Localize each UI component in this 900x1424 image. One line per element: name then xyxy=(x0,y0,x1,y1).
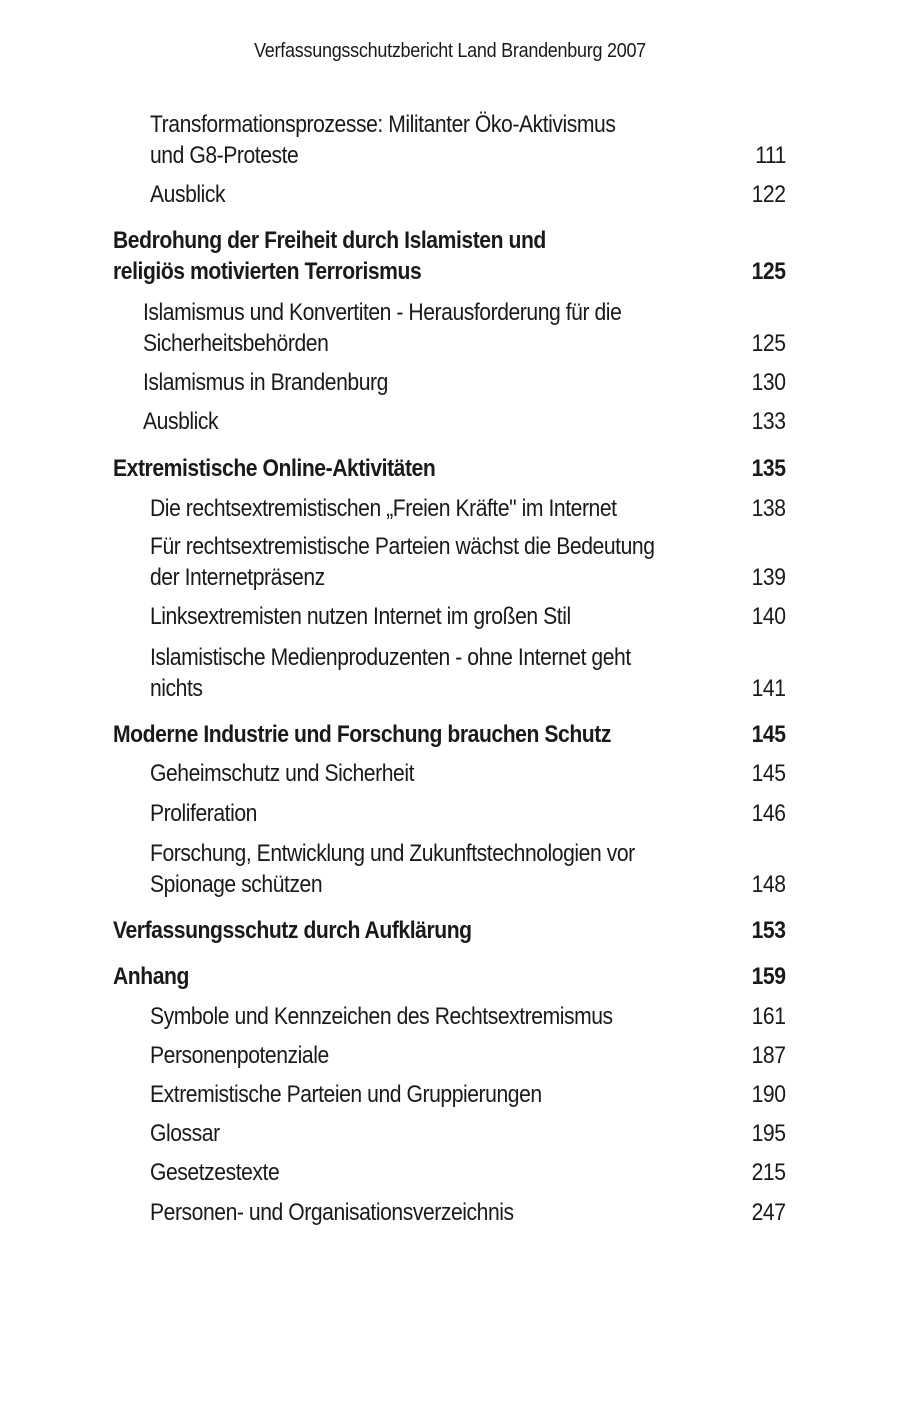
toc-page-number: 122 xyxy=(752,181,786,208)
toc-entry-title-line2: nichts xyxy=(150,675,203,702)
toc-entry-title-line1: Gesetzestexte xyxy=(150,1159,280,1186)
toc-entry-title-line1: Ausblick xyxy=(150,181,226,208)
toc-page-number: 161 xyxy=(752,1003,786,1030)
toc-page-number: 141 xyxy=(752,675,786,702)
toc-section-title-line1: Moderne Industrie und Forschung brauchen Schutz xyxy=(113,721,611,748)
toc-entry-title-line2: der Internetpräsenz xyxy=(150,564,325,591)
toc-page-number: 146 xyxy=(752,800,786,827)
toc-entry-title-line1: Proliferation xyxy=(150,800,257,827)
toc-page-number: 159 xyxy=(752,963,786,990)
toc-entry-title-line1: Die rechtsextremistischen „Freien Kräfte" im Internet xyxy=(150,495,617,522)
toc-section-title-line1: Verfassungsschutz durch Aufklärung xyxy=(113,917,472,944)
toc-page-number: 145 xyxy=(752,721,786,748)
toc-section-title-line2: religiös motivierten Terrorismus xyxy=(113,258,422,285)
toc-page-number: 187 xyxy=(752,1042,786,1069)
toc-page-number: 133 xyxy=(752,408,786,435)
toc-entry-title-line1: Personenpotenziale xyxy=(150,1042,329,1069)
toc-page-number: 135 xyxy=(752,455,786,482)
toc-section-title-line1: Anhang xyxy=(113,963,189,990)
toc-page-number: 125 xyxy=(752,330,786,357)
toc-entry-title-line1: Transformationsprozesse: Militanter Öko-Aktivismus xyxy=(150,111,616,138)
toc-page-number: 145 xyxy=(752,760,786,787)
toc-section-title-line1: Bedrohung der Freiheit durch Islamisten und xyxy=(113,227,546,254)
toc-section-title-line1: Extremistische Online-Aktivitäten xyxy=(113,455,436,482)
toc-page-number: 148 xyxy=(752,871,786,898)
toc-entry-title-line1: Islamismus und Konvertiten - Herausforderung für die xyxy=(143,299,622,326)
toc-page-number: 247 xyxy=(752,1199,786,1226)
toc-entry-title-line1: Personen- und Organisationsverzeichnis xyxy=(150,1199,514,1226)
toc-entry-title-line2: Spionage schützen xyxy=(150,871,323,898)
toc-page-number: 153 xyxy=(752,917,786,944)
toc-page-number: 111 xyxy=(755,142,786,169)
toc-entry-title-line1: Für rechtsextremistische Parteien wächst die Bedeutung xyxy=(150,533,655,560)
toc-page-number: 139 xyxy=(752,564,786,591)
toc-entry-title-line1: Extremistische Parteien und Gruppierungen xyxy=(150,1081,542,1108)
toc-entry-title-line1: Islamistische Medienproduzenten - ohne Internet geht xyxy=(150,644,631,671)
toc-entry-title-line1: Geheimschutz und Sicherheit xyxy=(150,760,414,787)
toc-page-number: 215 xyxy=(752,1159,786,1186)
toc-page-number: 190 xyxy=(752,1081,786,1108)
toc-entry-title-line1: Linksextremisten nutzen Internet im großen Stil xyxy=(150,603,571,630)
running-header: Verfassungsschutzbericht Land Brandenburg 2007 xyxy=(254,40,646,62)
toc-entry-title-line1: Islamismus in Brandenburg xyxy=(143,369,388,396)
toc-page-number: 140 xyxy=(752,603,786,630)
toc-entry-title-line2: Sicherheitsbehörden xyxy=(143,330,329,357)
toc-page-number: 138 xyxy=(752,495,786,522)
toc-page-number: 195 xyxy=(752,1120,786,1147)
toc-page-number: 125 xyxy=(752,258,786,285)
toc-entry-title-line1: Forschung, Entwicklung und Zukunftstechnologien vor xyxy=(150,840,635,867)
toc-entry-title-line1: Ausblick xyxy=(143,408,219,435)
toc-entry-title-line2: und G8-Proteste xyxy=(150,142,299,169)
toc-entry-title-line1: Glossar xyxy=(150,1120,220,1147)
toc-page-number: 130 xyxy=(752,369,786,396)
toc-entry-title-line1: Symbole und Kennzeichen des Rechtsextremismus xyxy=(150,1003,613,1030)
